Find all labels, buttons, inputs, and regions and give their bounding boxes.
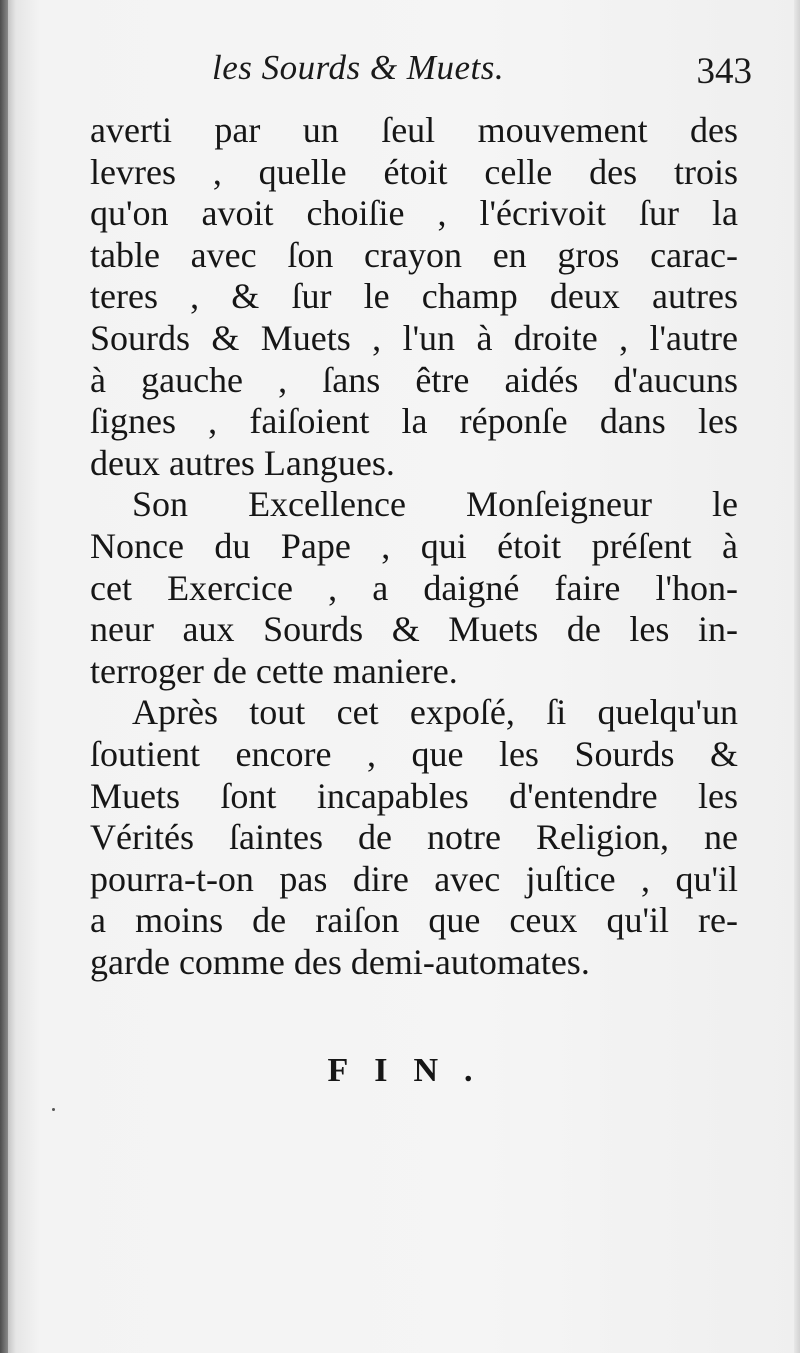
text-line: neur aux Sourds & Muets de les in- — [90, 609, 738, 650]
text-line: cet Exercice , a daigné faire l'hon- — [90, 567, 738, 608]
text-line: ſignes , faiſoient la réponſe dans les — [90, 401, 738, 442]
page-gutter-shadow — [0, 0, 8, 1353]
text-line: Nonce du Pape , qui étoit préſent à — [90, 525, 738, 566]
text-line: ſoutient encore , que les Sourds & — [90, 733, 738, 774]
paragraph-3 — [90, 692, 738, 942]
page-header — [212, 48, 752, 98]
paragraph-2 — [90, 484, 738, 650]
text-line: Sourds & Muets , l'un à droite , l'autre — [90, 317, 738, 358]
text-line: Son Excellence Monſeigneur le — [132, 484, 738, 525]
paragraph-1-end — [90, 443, 738, 485]
text-line: table avec ſon crayon en gros carac- — [90, 234, 738, 275]
text-line: qu'on avoit choiſie , l'écrivoit ſur la — [90, 193, 738, 234]
text-line: Muets ſont incapables d'entendre les — [90, 775, 738, 816]
text-line: pourra-t-on pas dire avec juſtice , qu'il — [90, 858, 738, 899]
paragraph-3-end — [90, 942, 738, 984]
paragraph-1 — [90, 110, 738, 443]
text-line: a moins de raiſon que ceux qu'il re- — [90, 900, 738, 941]
text-line: Vérités ſaintes de notre Religion, ne — [90, 817, 738, 858]
text-line: terroger de cette maniere. — [90, 650, 458, 691]
body-text — [90, 110, 738, 983]
paper-speck — [52, 1108, 55, 1111]
text-line: Après tout cet expoſé, ſi quelqu'un — [132, 692, 738, 733]
page-edge — [794, 0, 800, 1353]
page-number: 343 — [696, 51, 752, 92]
finis-mark: FIN. — [327, 1052, 499, 1089]
text-line: averti par un ſeul mouvement des — [90, 110, 738, 150]
running-title: les Sourds & Muets. — [212, 48, 505, 87]
text-line: à gauche , ſans être aidés d'aucuns — [90, 359, 738, 400]
text-line: garde comme des demi-automates. — [90, 941, 590, 982]
text-line: teres , & ſur le champ deux autres — [90, 276, 738, 317]
paragraph-2-end — [90, 651, 738, 693]
text-line: deux autres Langues. — [90, 442, 395, 483]
text-line: levres , quelle étoit celle des trois — [90, 151, 738, 192]
